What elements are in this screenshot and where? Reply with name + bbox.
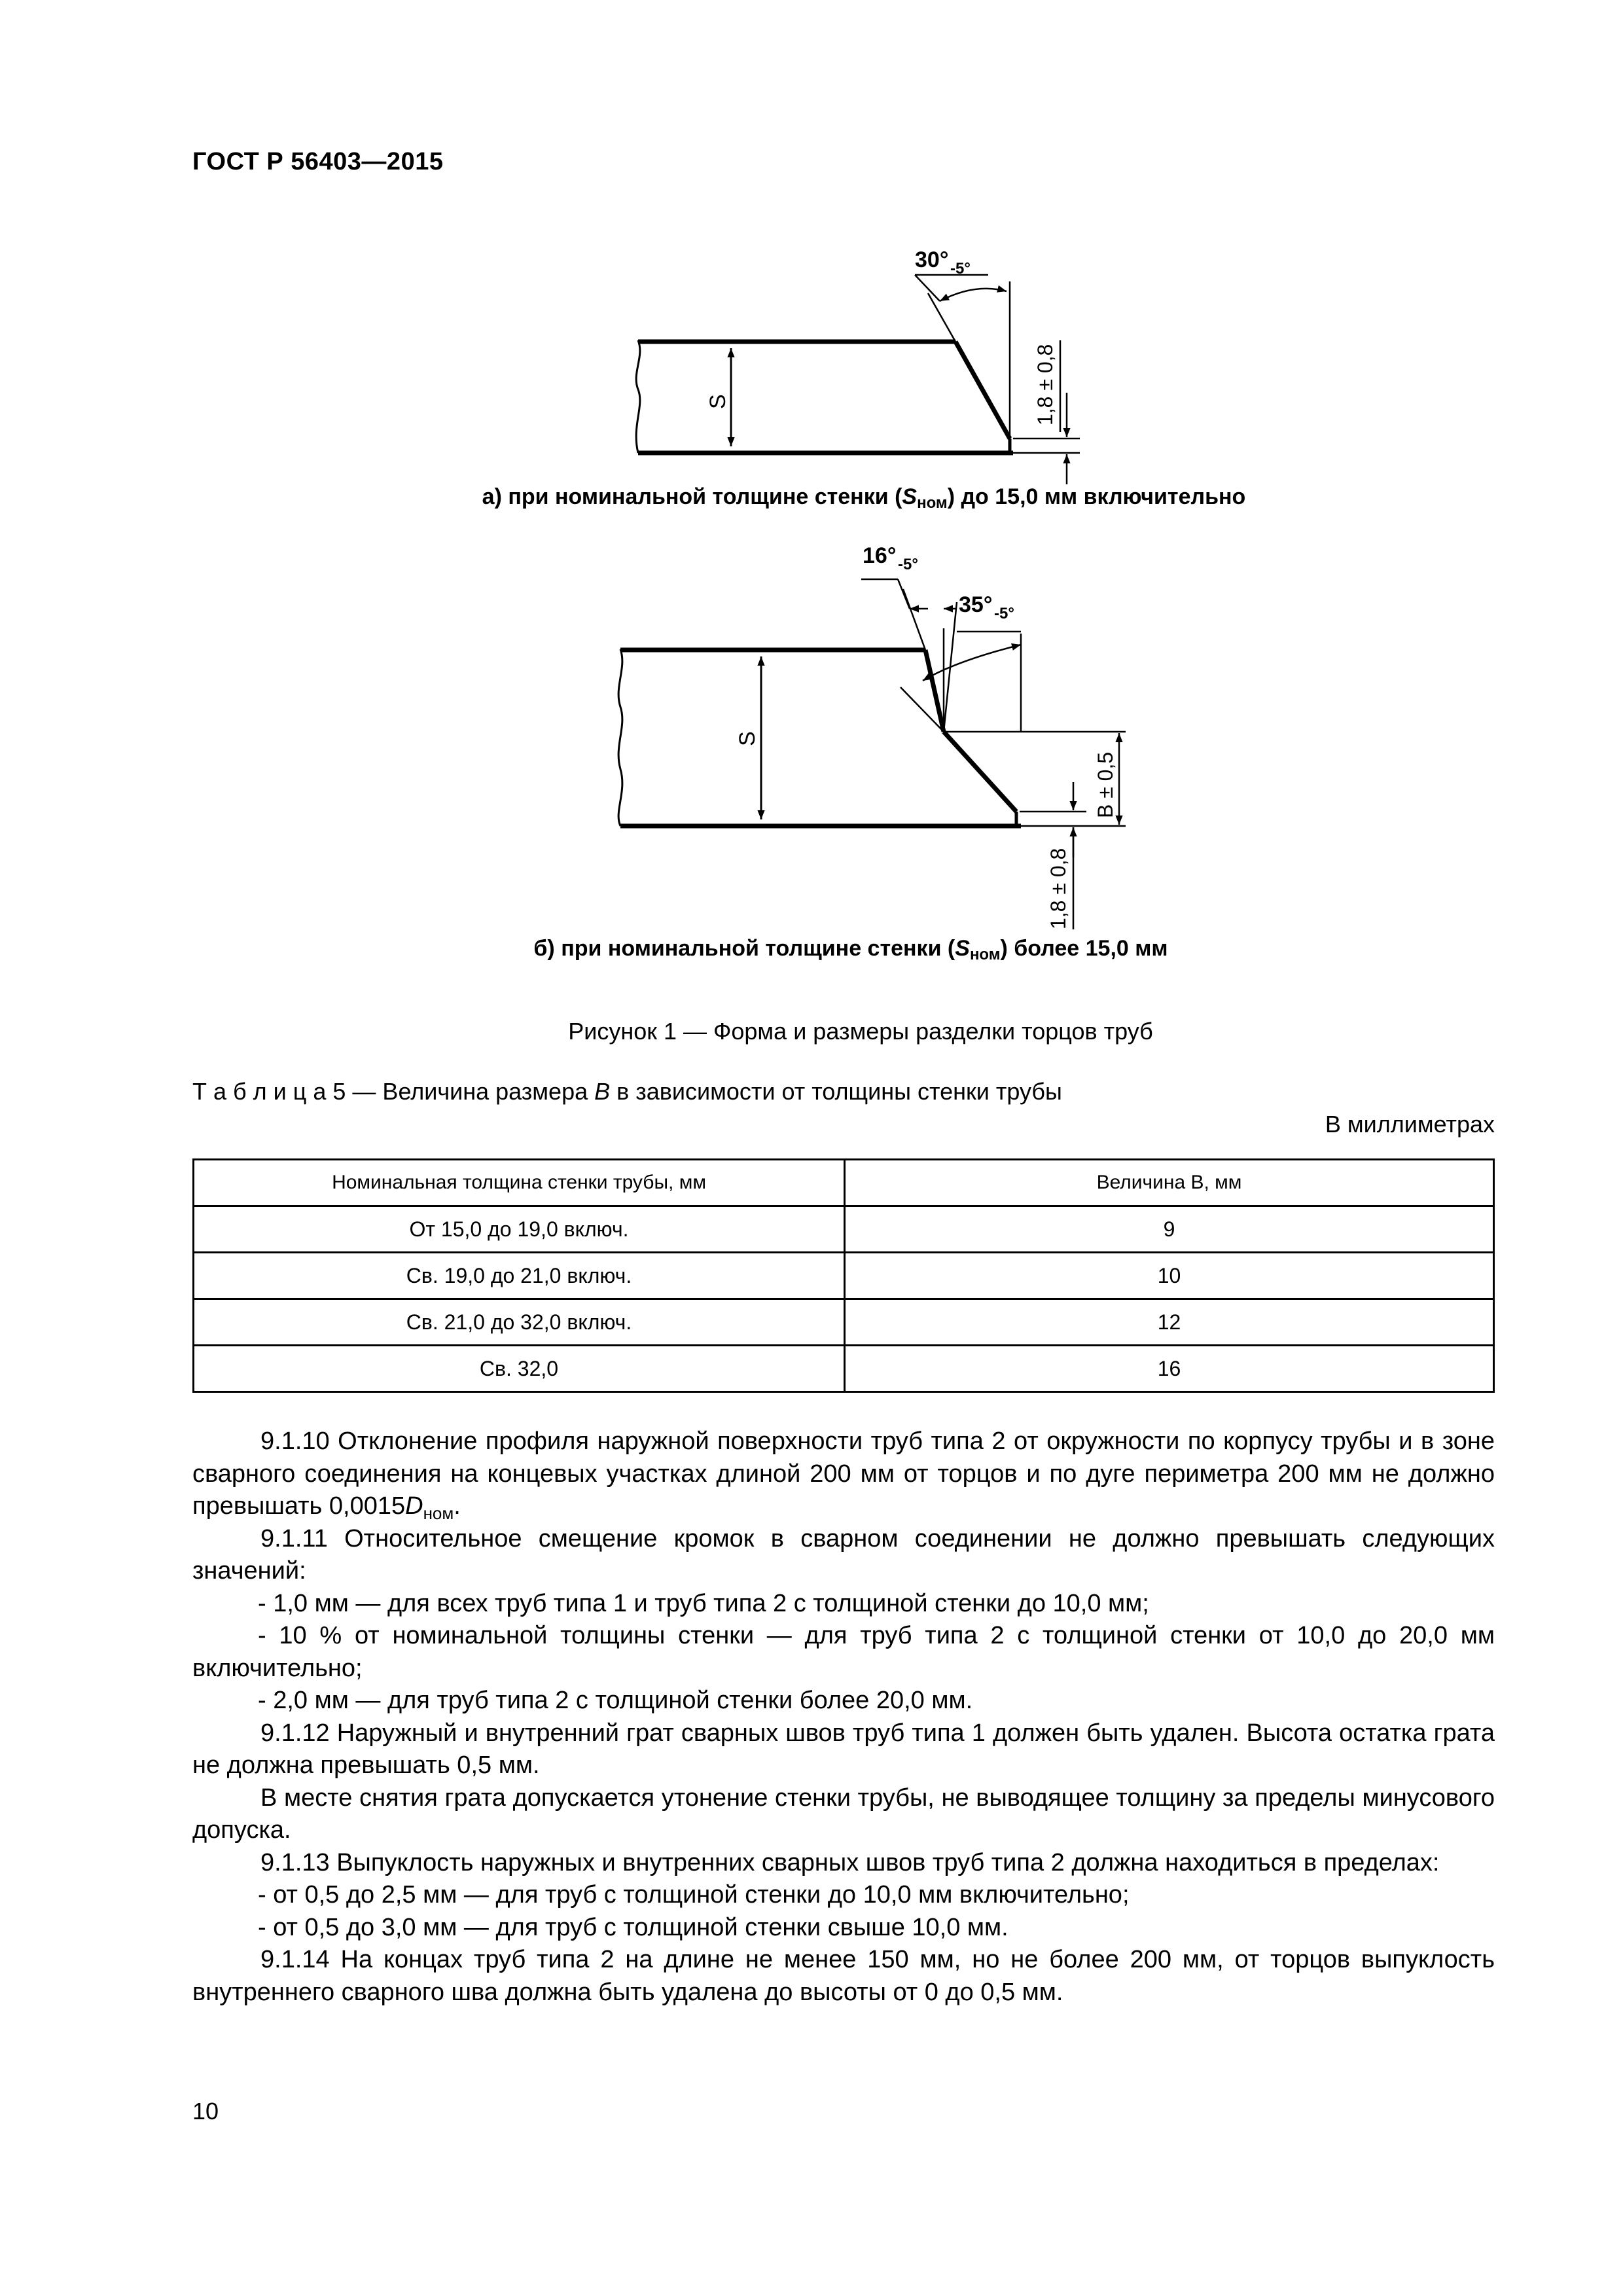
- list-item: - 2,0 мм — для труб типа 2 с толщиной стенки более 20,0 мм.: [258, 1687, 973, 1714]
- paragraph-9-1-13: 9.1.13 Выпуклость наружных и внутренних сварных швов труб типа 2 должна находиться в пределах:: [260, 1848, 1440, 1876]
- body-text: [192, 1426, 1495, 2009]
- paragraph-9-1-11: 9.1.11 Относительное смещение кромок в сварном соединении не должно превышать следующих значений:: [192, 1524, 1495, 1585]
- fig-a-angle: 30°: [915, 247, 949, 272]
- table-header-cell: Номинальная толщина стенки трубы, мм: [194, 1160, 845, 1206]
- table-5: [192, 1158, 1495, 1393]
- figure-title: Рисунок 1 — Форма и размеры разделки торцов труб: [568, 1018, 1153, 1045]
- list-item: - 10 % от номинальной толщины стенки — для труб типа 2 с толщиной стенки от 10,0 до 20,0 мм включительно;: [192, 1622, 1495, 1682]
- fig-b-angle2: 35°: [959, 592, 993, 617]
- table-cell: 9: [845, 1206, 1494, 1253]
- fig-b-dim-b: B ± 0,5: [1094, 751, 1117, 818]
- table-row: [194, 1253, 1494, 1299]
- table-row: [194, 1346, 1494, 1392]
- table-cell: Св. 21,0 до 32,0 включ.: [194, 1299, 845, 1346]
- table-header-cell: Величина B, мм: [845, 1160, 1494, 1206]
- fig-b-angle1-tol: -5°: [898, 556, 918, 573]
- page-number: 10: [192, 2098, 219, 2125]
- table-cell: 10: [845, 1253, 1494, 1299]
- fig-b-angle2-tol: -5°: [994, 605, 1014, 622]
- document-header: ГОСТ Р 56403—2015: [192, 148, 444, 175]
- paragraph: В месте снятия грата допускается утонение стенки трубы, не выводящее толщину за пределы минусового допуска.: [192, 1784, 1495, 1844]
- table-title: Т а б л и ц а 5 — Величина размера B в зависимости от толщины стенки трубы: [192, 1078, 1062, 1105]
- table-cell: 16: [845, 1346, 1494, 1392]
- table-cell: 12: [845, 1299, 1494, 1346]
- table-row: [194, 1299, 1494, 1346]
- fig-b-thickness: S: [735, 731, 760, 746]
- figure-a-drawing: [636, 275, 1080, 484]
- fig-a-angle-tol: -5°: [950, 260, 971, 278]
- table-cell: Св. 32,0: [194, 1346, 845, 1392]
- list-item: - от 0,5 до 3,0 мм — для труб с толщиной стенки свыше 10,0 мм.: [258, 1913, 1008, 1941]
- table-header-row: [194, 1160, 1494, 1206]
- list-item: - от 0,5 до 2,5 мм — для труб с толщиной стенки до 10,0 мм включительно;: [258, 1881, 1130, 1909]
- fig-b-angle1: 16°: [863, 543, 897, 568]
- table-cell: От 15,0 до 19,0 включ.: [194, 1206, 845, 1253]
- paragraph-9-1-10: 9.1.10 Отклонение профиля наружной поверхности труб типа 2 от окружности по корпусу трубы и в зоне сварного соединения на концевых участках длиной 200 мм от торцов и по дуге периметра 200 мм не должно превышать $0,0015D_{ном}$.: [192, 1427, 1495, 1523]
- fig-b-land: 1,8 ± 0,8: [1046, 848, 1070, 929]
- list-item: - 1,0 мм — для всех труб типа 1 и труб типа 2 с толщиной стенки до 10,0 мм;: [258, 1589, 1149, 1617]
- paragraph-9-1-12: 9.1.12 Наружный и внутренний грат сварных швов труб типа 1 должен быть удален. Высота остатка грата не должна превышать 0,5 мм.: [192, 1719, 1495, 1779]
- table-row: [194, 1206, 1494, 1253]
- table-cell: Св. 19,0 до 21,0 включ.: [194, 1253, 845, 1299]
- paragraph-9-1-14: 9.1.14 На концах труб типа 2 на длине не менее 150 мм, но не более 200 мм, от торцов выпуклость внутреннего сварного шва должна быть удалена до высоты от 0 до 0,5 мм.: [192, 1946, 1495, 2006]
- table-units: В миллиметрах: [1325, 1111, 1495, 1138]
- fig-a-thickness: S: [705, 394, 730, 409]
- figure-a-caption: а) при номинальной толщине стенки $(S_{ном})$ до 15,0 мм включительно: [482, 484, 1246, 512]
- fig-a-land: 1,8 ± 0,8: [1033, 344, 1057, 425]
- figure-b-caption: б) при номинальной толщине стенки $(S_{ном})$ более 15,0 мм: [533, 936, 1168, 963]
